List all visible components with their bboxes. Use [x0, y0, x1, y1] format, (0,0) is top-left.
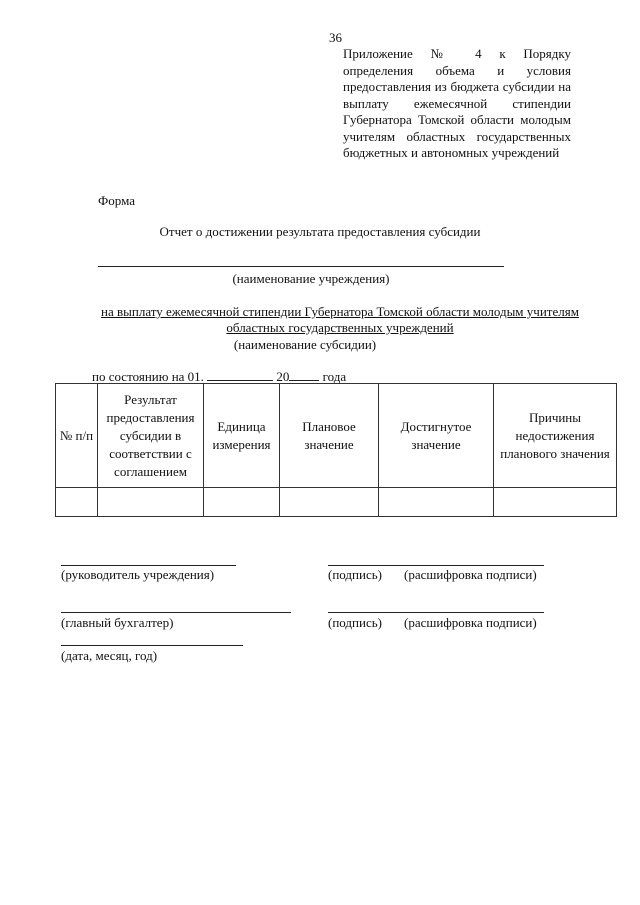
institution-name-line: [98, 266, 504, 267]
date-suffix: года: [322, 369, 347, 384]
date-signature-line: [61, 645, 243, 646]
subsidy-purpose: [60, 304, 620, 336]
decoding-label-2: (расшифровка подписи): [404, 615, 537, 630]
page-number: 36: [329, 30, 342, 45]
head-sign-decoding-line: [328, 565, 544, 566]
date-year-blank: [289, 369, 319, 381]
date-month-blank: [207, 369, 273, 381]
header-cell-reasons: Причины недостижения планового значения: [494, 384, 617, 488]
table-cell: [379, 488, 494, 517]
report-table: [55, 383, 617, 517]
accountant-label: (главный бухгалтер): [61, 615, 174, 630]
accountant-sign-decoding-line: [328, 612, 544, 613]
table-cell: [494, 488, 617, 517]
date-year-prefix: 20: [276, 369, 290, 384]
subsidy-caption: (наименование субсидии): [233, 337, 377, 352]
appendix-header: Приложение № 4 к Порядку определения объема и условия предоставления из бюджета субсидии на выплату ежемесячной стипендии Губернатора Томской области молодым учителям областных государственных бюджетных и автономных учреждений: [343, 46, 571, 160]
table-header-row: [56, 384, 617, 488]
report-title: Отчет о достижении результата предоставления субсидии: [159, 224, 481, 239]
head-signature-line: [61, 565, 236, 566]
header-cell-result: Результат предоставления субсидии в соответствии с соглашением: [98, 384, 204, 488]
table-cell: [280, 488, 379, 517]
header-cell-planned: Плановое значение: [280, 384, 379, 488]
header-cell-unit: Единица измерения: [204, 384, 280, 488]
table-cell: [204, 488, 280, 517]
date-prefix: по состоянию на 01.: [92, 369, 204, 384]
header-cell-number: № п/п: [56, 384, 98, 488]
form-label: Форма: [98, 193, 135, 208]
decoding-label-1: (расшифровка подписи): [404, 567, 537, 582]
head-label: (руководитель учреждения): [61, 567, 215, 582]
table-cell: [56, 488, 98, 517]
date-label: (дата, месяц, год): [61, 648, 158, 663]
signature-label-1: (подпись): [328, 567, 382, 582]
table-cell: [98, 488, 204, 517]
subsidy-purpose-line-1: на выплату ежемесячной стипендии Губернатора Томской области молодым учителям: [101, 304, 579, 319]
subsidy-purpose-line-2: областных государственных учреждений: [226, 320, 454, 335]
accountant-signature-line: [61, 612, 291, 613]
institution-caption: (наименование учреждения): [232, 271, 390, 286]
header-cell-achieved: Достигнутое значение: [379, 384, 494, 488]
signature-label-2: (подпись): [328, 615, 382, 630]
table-row: [56, 488, 617, 517]
